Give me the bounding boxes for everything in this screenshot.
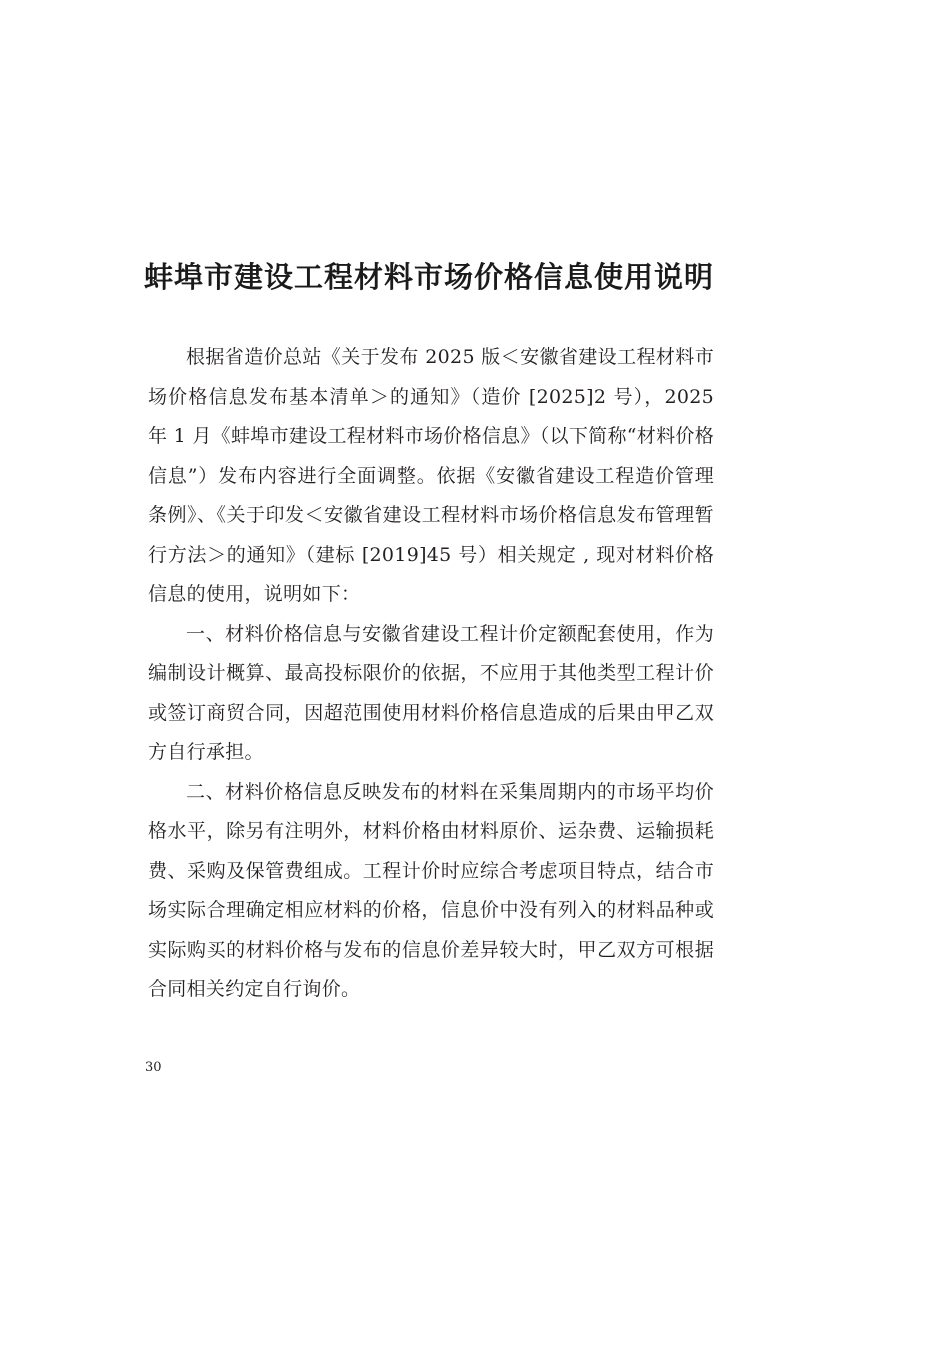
intro-paragraph: 根据省造价总站《关于发布 2025 版＜安徽省建设工程材料市场价格信息发布基本清单＞的通知》（造价 [2025]2 号），2025 年 1 月《蚌埠市建设工程材料市场价格信息》（以下简称“材料价格信息”）发布内容进行全面调整。依据《安徽省建设工程造价管理条例》、《关于印发＜安徽省建设工程材料市场价格信息发布管理暂行方法＞的通知》（建标 [2019]45 号）相关规定 , 现对材料价格信息的使用，说明如下： [148,346,714,605]
document-title: 蚌埠市建设工程材料市场价格信息使用说明 [143,260,714,294]
document-body [148,338,714,1010]
clause-one-paragraph: 一、材料价格信息与安徽省建设工程计价定额配套使用，作为编制设计概算、最高投标限价的依据，不应用于其他类型工程计价或签订商贸合同，因超范围使用材料价格信息造成的后果由甲乙双方自行承担。 [148,622,714,763]
clause-two-paragraph: 二、材料价格信息反映发布的材料在采集周期内的市场平均价格水平，除另有注明外，材料价格由材料原价、运杂费、运输损耗费、采购及保管费组成。工程计价时应综合考虑项目特点，结合市场实际合理确定相应材料的价格，信息价中没有列入的材料品种或实际购买的材料价格与发布的信息价差异较大时，甲乙双方可根据合同相关约定自行询价。 [148,780,714,1000]
page-number: 30 [145,1060,162,1075]
